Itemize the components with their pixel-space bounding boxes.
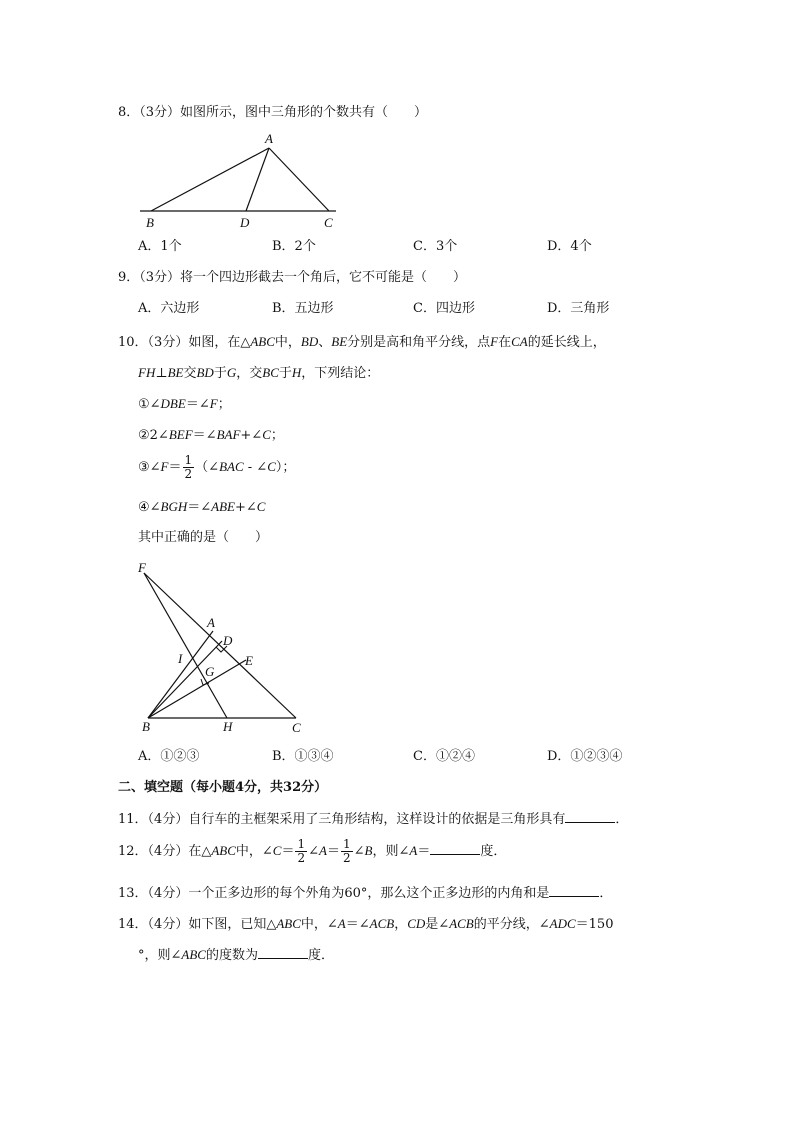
q8-triangle-figure [136, 128, 346, 232]
fraction-one-half: $\frac{1}{2}$ [184, 453, 193, 481]
q8-option-d: D．4个 [547, 239, 592, 254]
q10-label-h: H [223, 719, 233, 734]
q10-label-d: D [223, 633, 233, 648]
q10-label-c: C [292, 720, 301, 735]
q10-option-c: C．①②④ [413, 749, 475, 764]
q10-label-f: F [138, 560, 146, 575]
q8-option-b: B．2个 [272, 239, 316, 254]
q14-text-line1: 14．（4分）如下图，已知△ABC中，∠A＝∠ACB，CD是∠ACB的平分线，∠ADC＝150 [118, 916, 614, 932]
q10-conclusion-3: ③∠F＝ $\frac{1}{2}$ （∠BAC - ∠C）； [138, 453, 296, 481]
q10-option-a: A．①②③ [138, 749, 200, 764]
q9-stem: 9．（3分）将一个四边形截去一个角后，它不可能是（ ） [118, 270, 467, 285]
q8-label-c: C [324, 215, 333, 230]
q8-label-a: A [265, 131, 273, 146]
q11-text: 11．（4分）自行车的主框架采用了三角形结构，这样设计的依据是三角形具有 ． [118, 812, 629, 827]
section-heading-fill-in: 二、填空题（每小题4分，共32分） [118, 780, 328, 795]
q10-stem-line1: 10．（3分）如图，在△ABC中，BD、BE分别是高和角平分线，点F在CA的延长线上， [118, 334, 606, 350]
q13-answer-blank [549, 884, 599, 897]
q8-option-a: A．1个 [138, 239, 182, 254]
q12-answer-blank [430, 842, 480, 855]
q8-option-c: C．3个 [413, 239, 458, 254]
q10-label-b: B [142, 719, 150, 734]
q10-conclusion-2: ②2∠BEF＝∠BAF+∠C； [138, 427, 284, 443]
q9-option-a: A．六边形 [138, 301, 200, 316]
q14-answer-blank [258, 946, 308, 959]
q10-conclusion-4: ④∠BGH＝∠ABE+∠C [138, 499, 266, 515]
q9-option-d: D．三角形 [547, 301, 610, 316]
q10-label-e: E [245, 653, 253, 668]
q10-stem-line2: FH⊥BE交BD于G，交BC于H，下列结论： [138, 365, 380, 381]
q12-text: 12．（4分）在△ABC中，∠C＝ $\frac{1}{2}$ ∠A＝ $\frac{1}{2}$ ∠B，则∠A＝ 度． [118, 837, 507, 865]
q11-answer-blank [565, 810, 615, 823]
q10-label-g: G [205, 664, 215, 679]
q10-option-b: B．①③④ [272, 749, 334, 764]
q14-text-line2: °，则∠ABC的度数为 度． [138, 947, 334, 963]
q8-label-b: B [146, 215, 154, 230]
q10-option-d: D．①②③④ [547, 749, 623, 764]
q8-label-d: D [240, 215, 250, 230]
q8-stem: 8．（3分）如图所示，图中三角形的个数共有（ ） [118, 105, 428, 120]
q9-option-b: B．五边形 [272, 301, 334, 316]
q10-label-a: A [207, 615, 215, 630]
q9-option-c: C．四边形 [413, 301, 475, 316]
q10-ask: 其中正确的是（ ） [138, 530, 269, 545]
q10-label-i: I [178, 651, 183, 666]
q13-text: 13．（4分）一个正多边形的每个外角为60°，那么这个正多边形的内角和是 ． [118, 886, 613, 901]
q10-conclusion-1: ①∠DBE＝∠F； [138, 396, 231, 412]
q10-geometry-figure [134, 558, 314, 738]
